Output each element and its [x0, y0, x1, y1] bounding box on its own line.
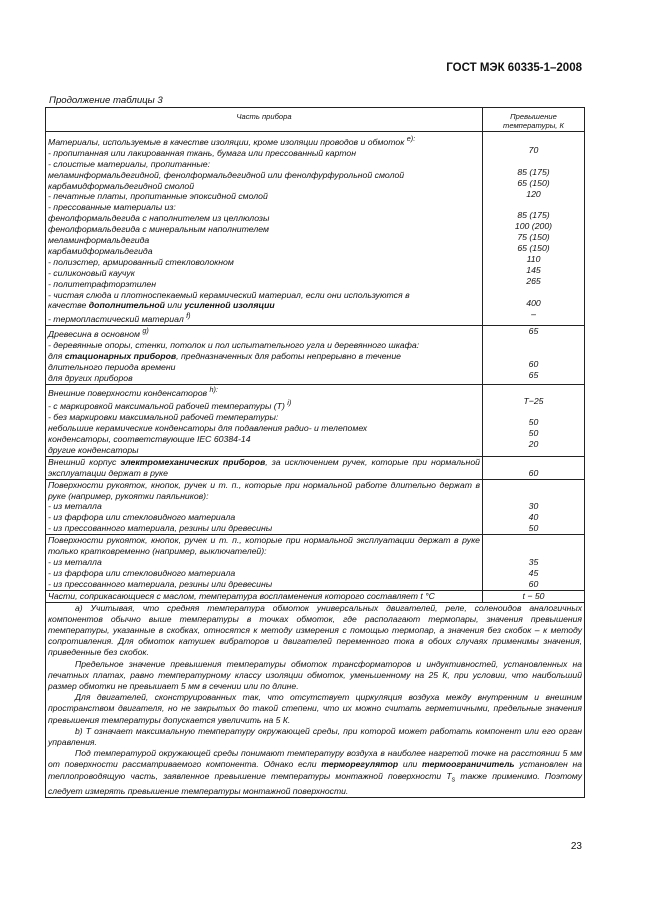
- value: 30: [528, 501, 539, 512]
- row-text: меламинформальдегидной, фенолформальдегидной или фенолфурфурольной смолой: [48, 169, 405, 180]
- note-b: b) Т означает максимальную температуру окружающей среды, при которой может работать компонент или его орган управления.: [48, 725, 582, 748]
- document-header: ГОСТ МЭК 60335-1–2008: [446, 62, 582, 74]
- value: 65 (150): [517, 177, 550, 188]
- row-text: - полиэстер, армированный стекловолокном: [48, 256, 234, 267]
- column-header-rise-line-2: температуры, К: [503, 121, 564, 130]
- row-text: - с маркировкой максимальной рабочей температуры (Т): [48, 401, 288, 412]
- term-bold: стационарных приборов: [64, 350, 177, 361]
- row-text: карбамидформальдегидной смолой: [48, 180, 195, 191]
- row-text: - из металла: [48, 556, 102, 567]
- temperature-rise-table: [45, 107, 585, 798]
- row-part-cell: [46, 590, 483, 602]
- value: 65 (150): [517, 243, 550, 254]
- row-text: - прессованные материалы из:: [48, 202, 176, 213]
- term-bold: дополнительной: [88, 300, 165, 311]
- footnote-ref: g): [142, 326, 149, 336]
- footnote-ref: е):: [406, 134, 416, 143]
- table-row: [46, 590, 585, 602]
- value: 100 (200): [514, 221, 553, 232]
- value: 40: [528, 512, 539, 523]
- row-part-cell: [46, 479, 483, 535]
- footnote-ref: i): [287, 398, 292, 408]
- row-part-cell: [46, 326, 483, 384]
- row-text: - без маркировки максимальной рабочей температуры:: [48, 412, 279, 423]
- row-value-cell: [483, 132, 585, 326]
- value: 35: [528, 556, 539, 567]
- note-text: установлен на теплопроводящую часть, заявленное превышение температуры монтажной поверхности T: [48, 759, 582, 781]
- value: 265: [526, 275, 541, 286]
- note-b-ambient: [48, 748, 582, 797]
- value: 70: [528, 144, 539, 155]
- value: 120: [526, 188, 541, 199]
- row-text: Части, соприкасающиеся с маслом, температура воспламенения которого составляет t °C: [48, 590, 435, 601]
- note-a-transformers: Предельное значение превышения температуры обмоток трансформаторов и индуктивностей, установленных на печатных платах, равно температурному классу изоляции обмоток, уменьшенному на 25 К, при условии, что наибольший размер обмотки не превышает 5 мм в сечении или по длине.: [48, 658, 582, 692]
- row-text: - политетрафторэтилен: [48, 278, 157, 289]
- value: 110: [526, 253, 541, 264]
- footnote-ref: f): [186, 311, 191, 321]
- table-row: [46, 132, 585, 326]
- column-header-rise-line-1: Превышение: [510, 112, 557, 121]
- table-notes-row: [46, 602, 585, 797]
- table-row: [46, 456, 585, 479]
- table-row: [46, 535, 585, 591]
- row-text: фенолформальдегида с наполнителем из целлюлозы: [48, 213, 270, 224]
- row-text: Материалы, используемые в качестве изоляции, кроме изоляции проводов и обмоток: [48, 136, 407, 147]
- row-part-cell: [46, 535, 483, 591]
- term-bold: усиленной изоляции: [184, 300, 275, 311]
- row-text: Внешний корпус: [48, 456, 121, 467]
- note-text: также применимо. Поэтому следует измерять превышение температуры монтажной поверхности.: [48, 770, 583, 796]
- row-text: , предназначенных для работы непрерывно в течение: [176, 350, 401, 361]
- row-value-cell: [483, 590, 585, 602]
- term-bold: термоограничитель: [422, 759, 515, 770]
- value: T−25: [523, 395, 544, 406]
- value: –: [531, 308, 536, 319]
- row-text: Поверхности рукояток, кнопок, ручек и т. п., которые при нормальной эксплуатации держат в руке только кратковременно (например, выключателей):: [48, 535, 480, 557]
- row-text: для: [48, 350, 65, 361]
- table-row: [46, 326, 585, 384]
- row-text: или: [165, 300, 185, 311]
- term-bold: электромеханических приборов: [120, 456, 266, 467]
- row-part-cell: [46, 384, 483, 456]
- row-text: другие конденсаторы: [48, 444, 139, 455]
- row-text: - силиконовый каучук: [48, 267, 135, 278]
- row-part-cell: [46, 456, 483, 479]
- row-text: конденсаторы, соответствующие IEC 60384-14: [48, 434, 251, 445]
- value: 50: [528, 523, 539, 534]
- table-header-row: [46, 108, 585, 132]
- value: 75 (150): [517, 232, 550, 243]
- row-text: - печатные платы, пропитанные эпоксидной смолой: [48, 191, 268, 202]
- column-header-part: Часть прибора: [46, 108, 483, 132]
- row-text: - деревянные опоры, стенки, потолок и пол испытательного угла и деревянного шкафа:: [48, 339, 420, 350]
- row-text: Внешние поверхности конденсаторов: [48, 387, 210, 398]
- value: 145: [526, 264, 541, 275]
- value: t − 50: [522, 590, 545, 601]
- row-text: качестве: [48, 300, 89, 311]
- subscript: s: [451, 775, 456, 784]
- row-value-cell: [483, 535, 585, 591]
- row-text: - из фарфора или стекловидного материала: [48, 512, 236, 523]
- value: 50: [528, 417, 539, 428]
- footnote-ref: h):: [209, 384, 218, 394]
- row-text: для других приборов: [48, 372, 133, 383]
- value: 65: [528, 369, 539, 380]
- column-header-temperature-rise: [483, 108, 585, 132]
- page-number: 23: [570, 841, 582, 852]
- note-a: a) Учитывая, что средняя температура обмоток универсальных двигателей, реле, соленоидов аналогичных компонентов обычно выше температуры в точках обмоток, где располагают термопары, значения превышения температуры, указанные в скобках, относятся к методу измерения с помощью термопар, а значения без скобок – к методу сопротивления. Для обмоток катушек вибраторов и двигателей переменного тока в обоих случаях применимы значения, приведенные без скобок.: [48, 602, 582, 658]
- row-value-cell: [483, 479, 585, 535]
- row-part-cell: [46, 132, 483, 326]
- value: 400: [526, 297, 541, 308]
- value: 65: [528, 326, 539, 337]
- term-bold: терморегулятор: [321, 759, 399, 770]
- row-value-cell: [483, 456, 585, 479]
- row-text: Древесина в основном: [48, 329, 143, 340]
- row-text: - из прессованного материала, резины или древесины: [48, 523, 273, 534]
- note-a-motors: Для двигателей, сконструированных так, что отсутствует циркуляция воздуха между внутренним и внешним пространством двигателя, но не закрытых до такой степени, что их можно считать герметичными, предельные значения превышения температуры допускается увеличить на 5 К.: [48, 692, 582, 725]
- row-text: - слоистые материалы, пропитанные:: [48, 158, 211, 169]
- table-row: [46, 384, 585, 456]
- row-text: - термопластический материал: [48, 314, 187, 325]
- row-text: - пропитанная или лакированная ткань, бумага или прессованный картон: [48, 147, 357, 158]
- row-text: - из прессованного материала, резины или древесины: [48, 578, 273, 589]
- value: 60: [528, 578, 539, 589]
- row-text: длительного периода времени: [48, 361, 176, 372]
- row-value-cell: [483, 326, 585, 384]
- table-row: [46, 479, 585, 535]
- note-text: Под температурой окружающей среды понимают температуру воздуха в наиболее нагретой точке на расстоянии 5 мм от поверхности рассматриваемого компонента. Однако если: [48, 748, 582, 770]
- value: 85 (175): [517, 210, 550, 221]
- note-text: или: [398, 759, 423, 770]
- row-text: - из металла: [48, 501, 102, 512]
- row-text: фенолформальдегида с минеральным наполнителем: [48, 224, 269, 235]
- row-text: меламинформальдегида: [48, 235, 150, 246]
- value: 85 (175): [517, 166, 550, 177]
- row-text: - чистая слюда и плотноспекаемый керамический материал, если они используются в: [48, 289, 410, 300]
- value: 60: [528, 467, 539, 478]
- value: 20: [528, 439, 539, 450]
- row-text: , за исключением ручек, которые при нормальной эксплуатации держат в руке: [48, 456, 480, 478]
- table-notes: [46, 602, 585, 797]
- row-value-cell: [483, 384, 585, 456]
- row-text: карбамидформальдегида: [48, 245, 153, 256]
- row-text: небольшие керамические конденсаторы для подавления радио- и телепомех: [48, 423, 368, 434]
- row-text: Поверхности рукояток, кнопок, ручек и т. п., которые при нормальной работе длительно держат в руке (например, рукоятки паяльников):: [48, 479, 480, 501]
- value: 50: [528, 428, 539, 439]
- value: 60: [528, 358, 539, 369]
- table-caption: Продолжение таблицы 3: [49, 95, 163, 106]
- row-text: - из фарфора или стекловидного материала: [48, 567, 236, 578]
- value: 45: [528, 567, 539, 578]
